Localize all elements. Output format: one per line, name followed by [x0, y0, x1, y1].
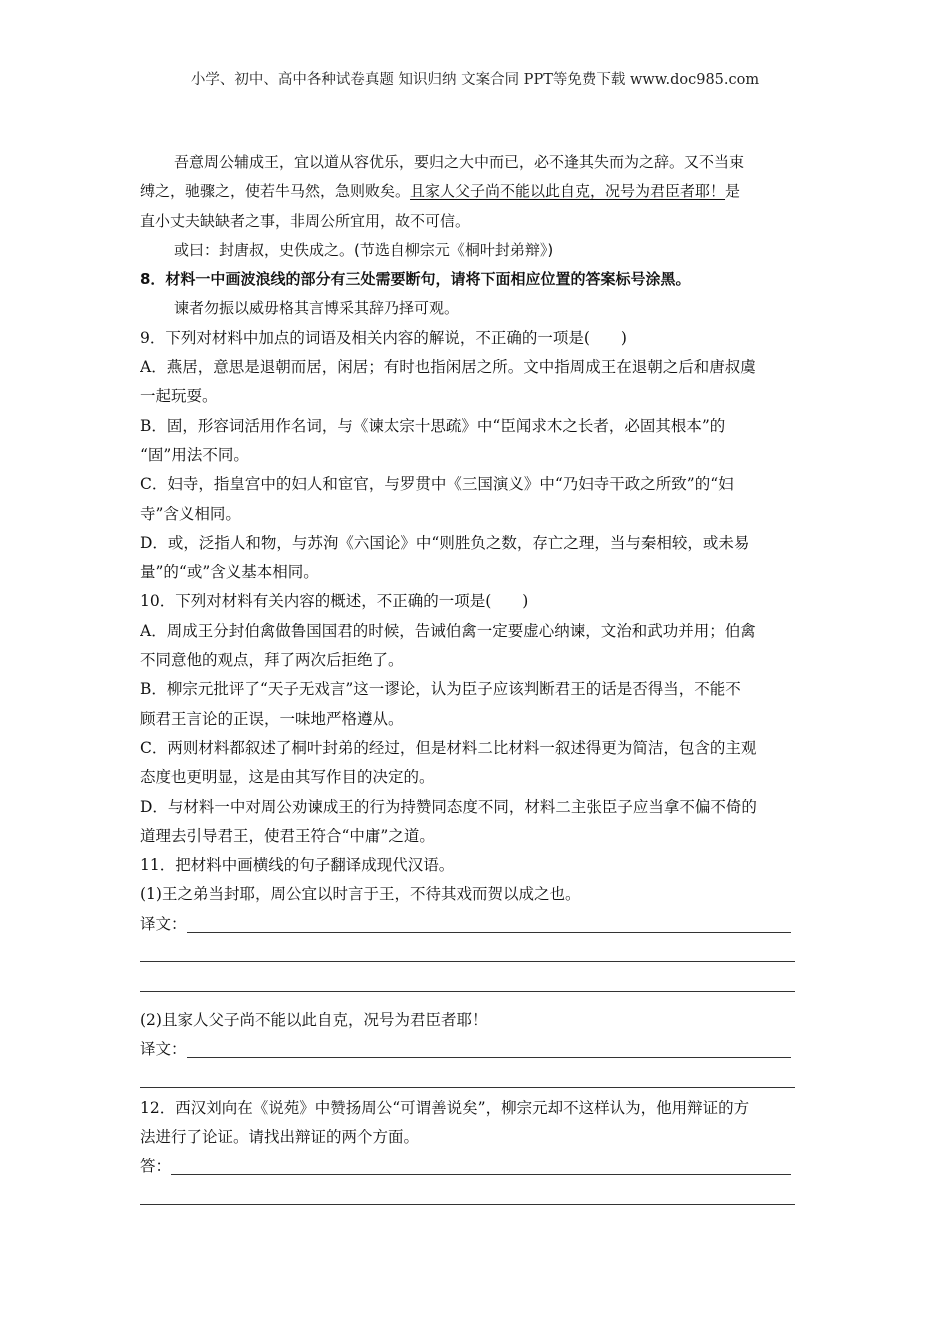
option-line: A．周成王分封伯禽做鲁国国君的时候，告诫伯禽一定要虚心纳谏，文治和武功并用；伯禽 — [140, 621, 756, 640]
question-11-sentence-1: (1)王之弟当封耶，周公宜以时言于王，不待其戏而贺以成之也。 — [140, 885, 581, 904]
answer-label: 答： — [140, 1157, 172, 1176]
option-line: 态度也更明显，这是由其写作目的决定的。 — [140, 768, 435, 787]
option-line: 顾君王言论的正误，一味地严格遵从。 — [140, 709, 404, 728]
option-line: D．与材料一中对周公劝谏成王的行为持赞同态度不同，材料二主张臣子应当拿不偏不倚的 — [140, 797, 757, 816]
question-12-stem-cont: 法进行了论证。请找出辩证的两个方面。 — [140, 1127, 420, 1146]
answer-line[interactable] — [140, 910, 810, 939]
question-10-stem: 10．下列对材料有关内容的概述，不正确的一项是( ) — [140, 592, 529, 611]
option-line: C．两则材料都叙述了桐叶封弟的经过，但是材料二比材料一叙述得更为简洁，包含的主观 — [140, 738, 757, 757]
passage-text: 是 — [725, 182, 741, 201]
question-12-stem: 12．西汉刘向在《说苑》中赞扬周公“可谓善说矣”，柳宗元却不这样认为，他用辩证的方 — [140, 1098, 750, 1117]
page-content — [140, 148, 810, 1211]
question-8-text: 谏者勿振以威毋格其言博采其辞乃择可观。 — [174, 299, 460, 318]
option-line: 不同意他的观点，拜了两次后拒绝了。 — [140, 651, 404, 670]
passage-text: 曰：封唐叔，史佚成之。(节选自柳宗元《桐叶封弟辩》) — [189, 240, 554, 259]
question-11-sentence-2: (2)且家人父子尚不能以此自克，况号为君臣者耶！ — [140, 1010, 488, 1029]
answer-rule — [171, 1156, 791, 1175]
option-line: 量”的“或”含义基本相同。 — [140, 563, 319, 582]
option-line: 道理去引导君王，使君王符合“中庸”之道。 — [140, 826, 435, 845]
option-line: “固”用法不同。 — [140, 445, 249, 464]
question-9-stem: 9．下列对材料中加点的词语及相关内容的解说，不正确的一项是( ) — [140, 328, 627, 347]
option-line: 一起玩耍。 — [140, 387, 218, 406]
passage-line: 吾意周公辅成王，宜以道从容优乐，要归之大中而已，必不逢其失而为之辞。又不当束 — [174, 153, 745, 171]
answer-label: 译文： — [140, 914, 187, 933]
option-line: D．或，泛指人和物，与苏洵《六国论》中“则胜负之数，存亡之理，当与秦相较，或未易 — [140, 533, 750, 552]
passage-line — [140, 177, 810, 206]
option-line: C．妇寺，指皇宫中的妇人和宦官，与罗贯中《三国演义》中“乃妇寺干政之所致”的“妇 — [140, 475, 734, 494]
option-line: 寺”含义相同。 — [140, 504, 241, 523]
page-header: 小学、初中、高中各种试卷真题 知识归纳 文案合同 PPT等免费下载 www.doc985.com — [190, 72, 760, 88]
answer-blank-line[interactable] — [140, 939, 810, 968]
answer-line[interactable] — [140, 1152, 810, 1181]
answer-rule — [187, 1039, 791, 1058]
underlined-sentence: 且家人父子尚不能以此自克，况号为君臣者耶！ — [410, 182, 726, 201]
option-line: B．固，形容词活用作名词，与《谏太宗十思疏》中“臣闻求木之长者，必固其根本”的 — [140, 416, 726, 435]
passage-line — [140, 236, 810, 265]
question-11-stem: 11．把材料中画横线的句子翻译成现代汉语。 — [140, 856, 455, 875]
question-8-stem: 8．材料一中画波浪线的部分有三处需要断句，请将下面相应位置的答案标号涂黑。 — [140, 270, 691, 289]
passage-text: 缚之，驰骤之，使若牛马然，急则败矣。 — [140, 182, 411, 201]
dotted-word: 或 — [174, 236, 189, 265]
answer-blank-line[interactable] — [140, 968, 810, 997]
option-line: B．柳宗元批评了“天子无戏言”这一谬论，认为臣子应该判断君王的话是否得当，不能不 — [140, 680, 741, 699]
option-line: A．燕居，意思是退朝而居，闲居；有时也指闲居之所。文中指周成王在退朝之后和唐叔虞 — [140, 358, 756, 377]
answer-label: 译文： — [140, 1039, 187, 1058]
answer-blank-line[interactable] — [140, 1181, 810, 1210]
answer-rule — [187, 914, 791, 933]
answer-blank-line[interactable] — [140, 1064, 810, 1093]
passage-line: 直小丈夫缺缺者之事，非周公所宜用，故不可信。 — [140, 211, 471, 230]
answer-line[interactable] — [140, 1035, 810, 1064]
